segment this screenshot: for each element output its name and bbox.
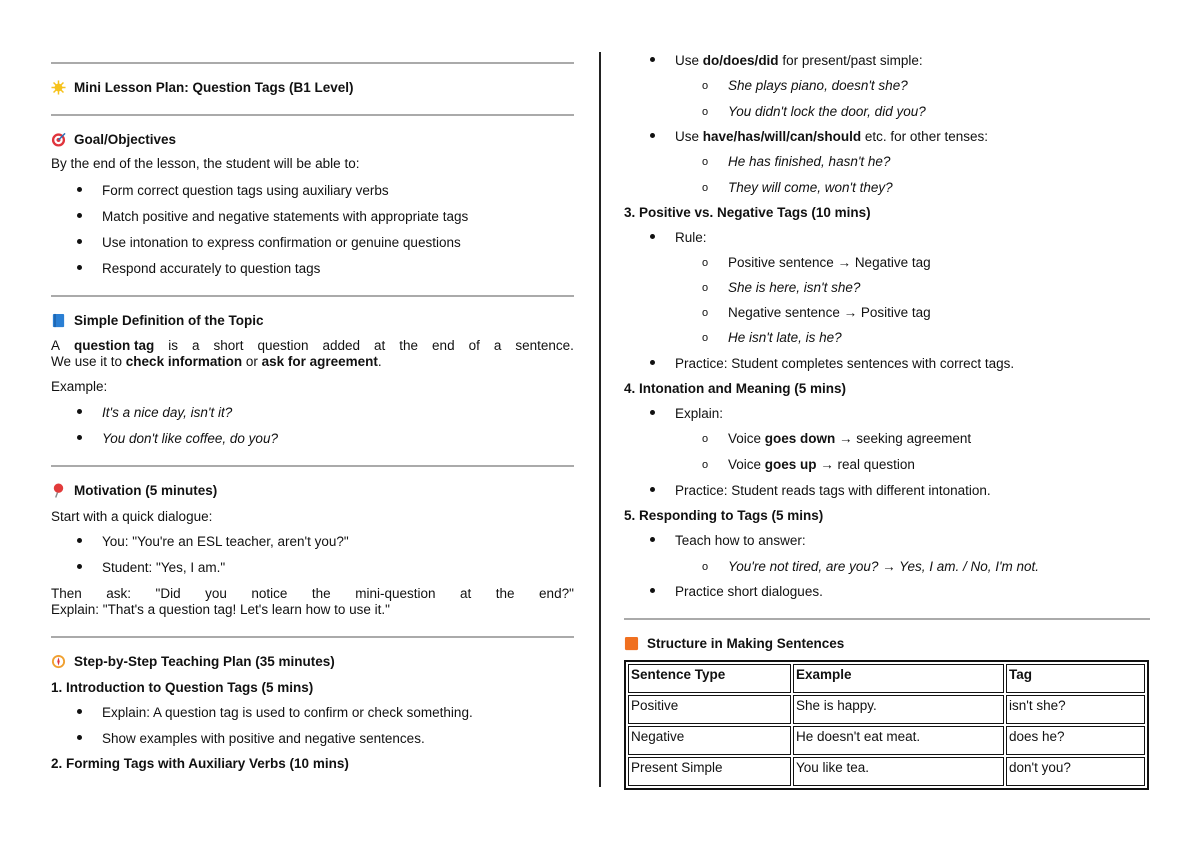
pushpin-icon <box>51 483 66 498</box>
list-item: Respond accurately to question tags <box>51 261 574 277</box>
list-item: Show examples with positive and negative sentences. <box>51 731 574 747</box>
example-label: Example: <box>51 379 108 394</box>
table-cell: isn't she? <box>1006 695 1145 724</box>
plan-heading: Step-by-Step Teaching Plan (35 minutes) <box>51 654 335 670</box>
list-item: Teach how to answer: <box>624 533 1150 549</box>
goal-heading: Goal/Objectives <box>51 132 176 148</box>
motivation-intro: Start with a quick dialogue: <box>51 509 213 524</box>
table-cell: He doesn't eat meat. <box>793 726 1004 755</box>
divider-line <box>51 62 574 64</box>
section-5-title: 5. Responding to Tags (5 mins) <box>624 508 824 523</box>
motivation-heading: Motivation (5 minutes) <box>51 483 217 499</box>
sub-list-item: o Positive sentence → Negative tag <box>702 255 931 270</box>
definition-text <box>51 338 574 370</box>
definition-line-2: We use it to check information or ask for agreement. <box>51 354 382 369</box>
table-cell: She is happy. <box>793 695 1004 724</box>
column-header: Sentence Type <box>628 664 791 693</box>
structure-heading: Structure in Making Sentences <box>624 636 844 652</box>
table-row <box>628 726 1145 755</box>
list-item: You don't like coffee, do you? <box>51 431 574 447</box>
divider-line <box>51 295 574 297</box>
sub-list-item: o She is here, isn't she? <box>702 280 861 295</box>
table-cell: You like tea. <box>793 757 1004 786</box>
sub-list-item: o She plays piano, doesn't she? <box>702 78 908 93</box>
structure-table <box>624 660 1149 790</box>
sub-list-item: o He isn't late, is he? <box>702 330 842 345</box>
list-item: Student: "Yes, I am." <box>51 560 574 576</box>
list-item: Use have/has/will/can/should etc. for other tenses: <box>624 129 1150 145</box>
table-cell: Positive <box>628 695 791 724</box>
column-header: Tag <box>1006 664 1145 693</box>
definition-heading: Simple Definition of the Topic <box>51 313 264 329</box>
section-2-title: 2. Forming Tags with Auxiliary Verbs (10 mins) <box>51 756 349 771</box>
sub-list-item: o You're not tired, are you? → Yes, I am. / No, I'm not. <box>702 559 1040 574</box>
divider-line <box>51 636 574 638</box>
list-item: Explain: A question tag is used to confirm or check something. <box>51 705 574 721</box>
list-item: Rule: <box>624 230 1150 246</box>
page-title: Mini Lesson Plan: Question Tags (B1 Level) <box>51 80 354 96</box>
then-line: Then ask: "Did you notice the mini-question at the end?" <box>51 586 574 601</box>
compass-icon <box>51 654 66 669</box>
section-3-title: 3. Positive vs. Negative Tags (10 mins) <box>624 205 871 220</box>
list-item: You: "You're an ESL teacher, aren't you?" <box>51 534 574 550</box>
list-item: Use intonation to express confirmation or genuine questions <box>51 235 574 251</box>
table-cell: don't you? <box>1006 757 1145 786</box>
section-4-title: 4. Intonation and Meaning (5 mins) <box>624 381 847 396</box>
explain-line: Explain: "That's a question tag! Let's learn how to use it." <box>51 602 390 617</box>
table-row <box>628 757 1145 786</box>
section-1-title: 1. Introduction to Question Tags (5 mins) <box>51 680 314 695</box>
column-header: Example <box>793 664 1004 693</box>
divider-line <box>624 618 1150 620</box>
book-icon <box>51 313 66 328</box>
table-cell: does he? <box>1006 726 1145 755</box>
table-cell: Present Simple <box>628 757 791 786</box>
sub-list-item: o Negative sentence → Positive tag <box>702 305 931 320</box>
sub-list-item: o Voice goes down → seeking agreement <box>702 431 972 446</box>
sun-icon <box>51 80 66 95</box>
column-divider <box>599 52 601 787</box>
target-icon <box>51 132 66 147</box>
list-item: It's a nice day, isn't it? <box>51 405 574 421</box>
divider-line <box>51 114 574 116</box>
definition-line-1: A question tag is a short question added at the end of a sentence. <box>51 338 574 353</box>
sub-list-item: o Voice goes up → real question <box>702 457 915 472</box>
list-item: Use do/does/did for present/past simple: <box>624 53 1150 69</box>
list-item: Practice: Student completes sentences with correct tags. <box>624 356 1150 372</box>
list-item: Match positive and negative statements with appropriate tags <box>51 209 574 225</box>
sub-list-item: o They will come, won't they? <box>702 180 893 195</box>
table-row <box>628 695 1145 724</box>
list-item: Explain: <box>624 406 1150 422</box>
table-cell: Negative <box>628 726 791 755</box>
motivation-then <box>51 586 574 618</box>
table-header-row <box>628 664 1145 693</box>
sub-list-item: o He has finished, hasn't he? <box>702 154 891 169</box>
list-item: Practice: Student reads tags with different intonation. <box>624 483 1150 499</box>
goal-intro: By the end of the lesson, the student will be able to: <box>51 156 360 171</box>
list-item: Form correct question tags using auxiliary verbs <box>51 183 574 199</box>
orange-square-icon <box>624 636 639 651</box>
divider-line <box>51 465 574 467</box>
list-item: Practice short dialogues. <box>624 584 1150 600</box>
sub-list-item: o You didn't lock the door, did you? <box>702 104 926 119</box>
